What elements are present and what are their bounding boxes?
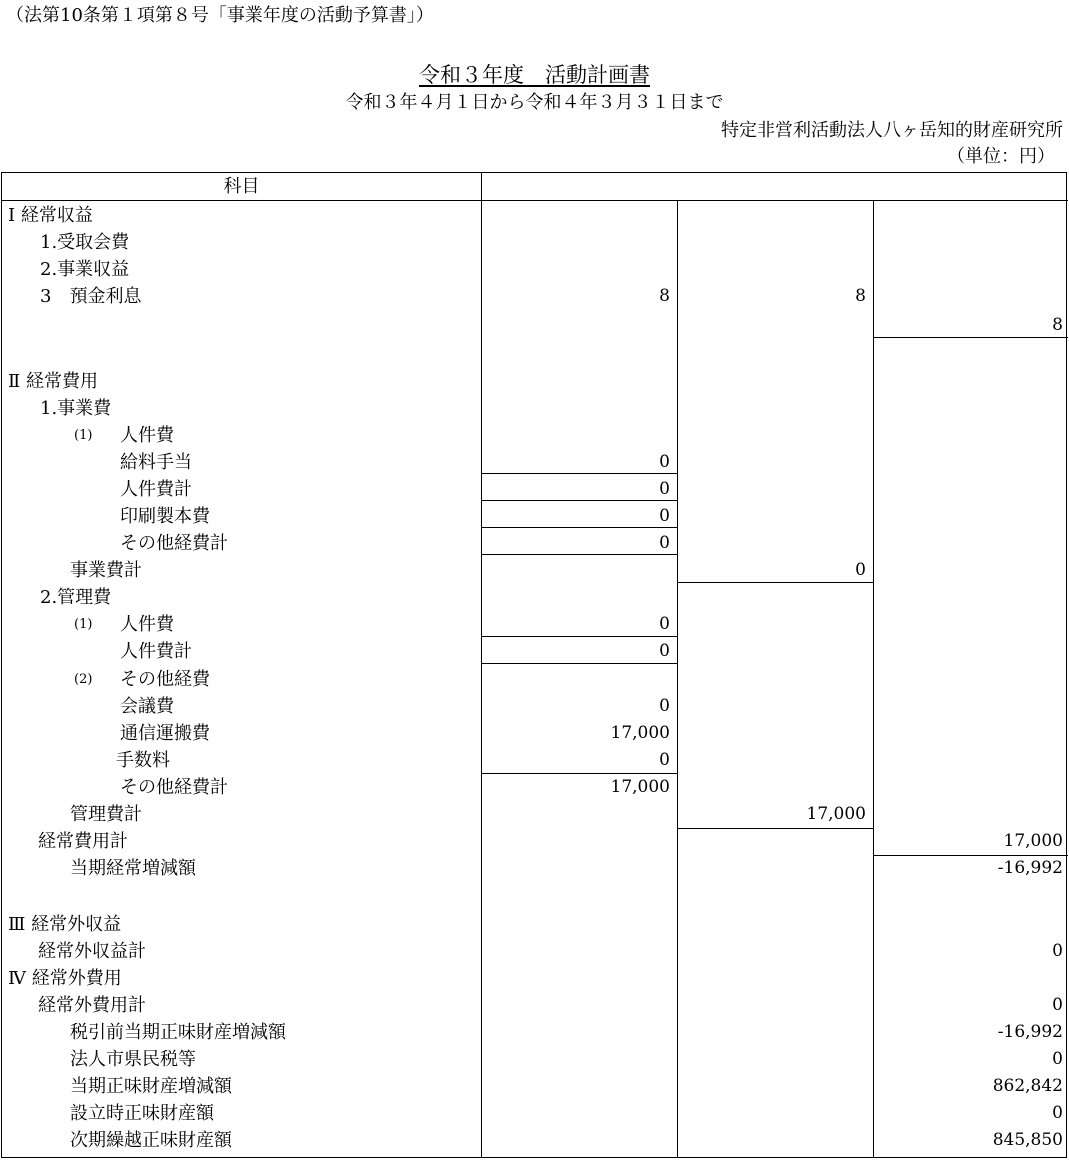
amount-cell: 0 bbox=[659, 614, 670, 634]
amount-cell: 8 bbox=[659, 286, 670, 306]
amount-cell: 8 bbox=[855, 286, 866, 306]
row-sublabel: 人件費 bbox=[120, 425, 174, 446]
row-label: Ⅱ 経常費用 bbox=[8, 371, 98, 392]
row-label: 1.事業費 bbox=[40, 398, 112, 419]
subtotal-rule bbox=[677, 582, 873, 583]
amount-cell: -16,992 bbox=[997, 858, 1063, 878]
unit-label: （単位：円） bbox=[947, 146, 1055, 167]
amount-cell: 0 bbox=[1052, 1103, 1063, 1123]
subtotal-rule bbox=[481, 773, 677, 774]
row-label: 設立時正味財産額 bbox=[70, 1103, 214, 1124]
row-label: (1) bbox=[74, 428, 93, 443]
row-label: Ⅲ 経常外収益 bbox=[8, 914, 122, 935]
row-label: その他経費計 bbox=[120, 533, 228, 554]
subtotal-rule bbox=[481, 636, 677, 637]
row-label: 通信運搬費 bbox=[120, 723, 210, 744]
subtotal-rule bbox=[873, 855, 1068, 856]
row-label: 経常費用計 bbox=[38, 831, 128, 852]
row-label: 手数料 bbox=[116, 750, 170, 771]
amount-cell: -16,992 bbox=[997, 1022, 1063, 1042]
amount-cell: 17,000 bbox=[1003, 831, 1063, 851]
document-title-text: 令和３年度 活動計画書 bbox=[419, 63, 650, 87]
row-label: 2.管理費 bbox=[40, 587, 112, 608]
amount-cell: 0 bbox=[1052, 941, 1063, 961]
amount-cell: 0 bbox=[1052, 1049, 1063, 1069]
header-rule bbox=[2, 200, 1068, 201]
amount-cell: 0 bbox=[659, 533, 670, 553]
row-label: 次期繰越正味財産額 bbox=[70, 1130, 232, 1151]
row-label: 印刷製本費 bbox=[120, 506, 210, 527]
amount-cell: 0 bbox=[855, 560, 866, 580]
row-label: 事業費計 bbox=[70, 560, 142, 581]
amount-cell: 0 bbox=[1052, 995, 1063, 1015]
row-label: 会議費 bbox=[120, 696, 174, 717]
row-label: 経常外費用計 bbox=[38, 995, 146, 1016]
amount-cell: 845,850 bbox=[992, 1130, 1063, 1150]
row-label: 1.受取会費 bbox=[40, 232, 130, 253]
amount-cell: 0 bbox=[659, 750, 670, 770]
document-title bbox=[0, 62, 1069, 88]
row-label: 給料手当 bbox=[120, 452, 192, 473]
row-label: 経常外収益計 bbox=[38, 941, 146, 962]
row-sublabel: 人件費 bbox=[120, 614, 174, 635]
row-label: 税引前当期正味財産増減額 bbox=[70, 1022, 286, 1043]
amount-cell: 0 bbox=[659, 506, 670, 526]
amount-cell: 17,000 bbox=[610, 723, 670, 743]
row-label: その他経費計 bbox=[120, 777, 228, 798]
row-label: (2) bbox=[74, 672, 93, 687]
row-label: Ⅳ 経常外費用 bbox=[8, 968, 122, 989]
header-subject: 科目 bbox=[223, 176, 260, 197]
amount-cell: 0 bbox=[659, 696, 670, 716]
subtotal-rule bbox=[677, 828, 873, 829]
amount-cell: 0 bbox=[659, 452, 670, 472]
budget-table bbox=[1, 172, 1067, 1158]
row-label: Ⅰ 経常収益 bbox=[8, 205, 93, 226]
row-label: 人件費計 bbox=[120, 479, 192, 500]
amount-cell: 0 bbox=[659, 479, 670, 499]
row-label: 管理費計 bbox=[70, 804, 142, 825]
fiscal-period: 令和３年４月１日から令和４年３月３１日まで bbox=[345, 92, 724, 113]
row-label: 2.事業収益 bbox=[40, 259, 130, 280]
column-divider bbox=[481, 173, 482, 1157]
row-sublabel: その他経費 bbox=[120, 669, 210, 690]
amount-cell: 0 bbox=[659, 641, 670, 661]
amount-cell: 8 bbox=[1052, 315, 1063, 335]
row-label: 当期経常増減額 bbox=[70, 858, 196, 879]
subtotal-rule bbox=[481, 500, 677, 501]
form-caption: （法第10条第１項第８号「事業年度の活動予算書」） bbox=[6, 5, 434, 26]
organization-name: 特定非営利活動法人八ヶ岳知的財産研究所 bbox=[721, 120, 1063, 141]
amount-cell: 17,000 bbox=[610, 777, 670, 797]
subtotal-rule bbox=[481, 527, 677, 528]
column-divider bbox=[873, 200, 874, 1157]
row-label: (1) bbox=[74, 617, 93, 632]
row-label: 人件費計 bbox=[120, 641, 192, 662]
subtotal-rule bbox=[481, 473, 677, 474]
subtotal-rule bbox=[873, 337, 1068, 338]
row-label: 法人市県民税等 bbox=[70, 1049, 196, 1070]
amount-cell: 862,842 bbox=[992, 1076, 1063, 1096]
subtotal-rule bbox=[481, 554, 677, 555]
amount-cell: 17,000 bbox=[806, 804, 866, 824]
row-label: 3 預金利息 bbox=[40, 286, 142, 307]
subtotal-rule bbox=[481, 663, 677, 664]
column-divider bbox=[677, 200, 678, 1157]
row-label: 当期正味財産増減額 bbox=[70, 1076, 232, 1097]
